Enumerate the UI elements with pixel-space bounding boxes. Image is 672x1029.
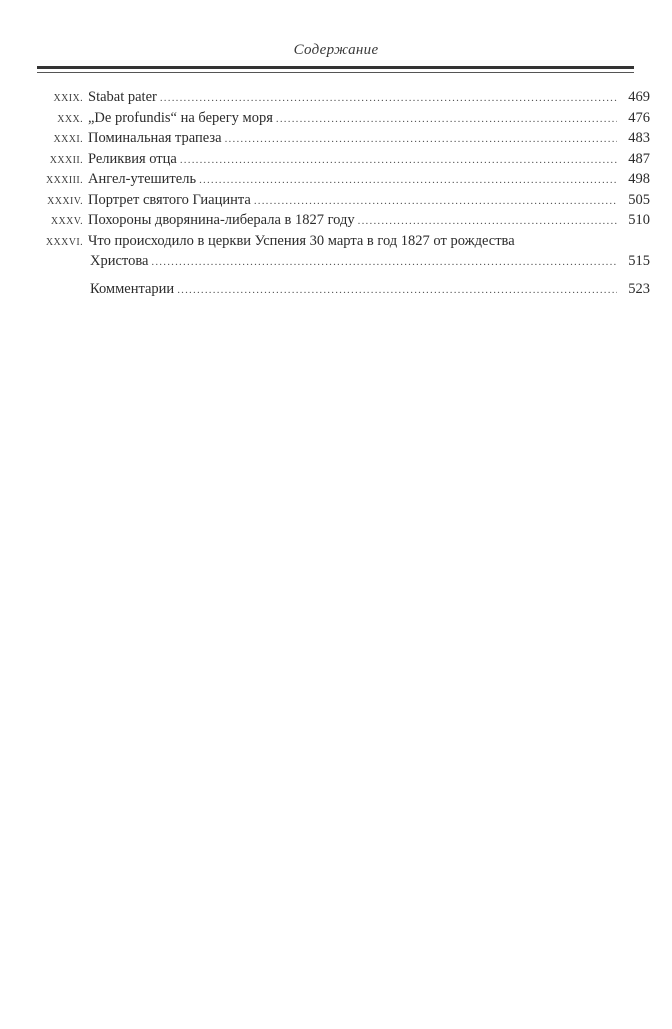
page-number: 476 xyxy=(628,109,650,126)
chapter-title: Реликвия отца xyxy=(88,150,177,167)
chapter-number: XXXVI. xyxy=(45,236,83,248)
chapter-title: Что происходило в церкви Успения 30 марта в год 1827 от рождества xyxy=(88,232,515,249)
dot-leader xyxy=(358,212,617,232)
chapter-number: XXXIV. xyxy=(47,195,83,207)
toc-entry xyxy=(30,170,650,191)
spacer xyxy=(30,273,650,280)
page-number: 523 xyxy=(628,280,650,297)
dot-leader xyxy=(151,253,617,273)
page-number: 510 xyxy=(628,212,650,228)
chapter-number: XXXII. xyxy=(49,154,83,166)
header-rule-thick xyxy=(37,66,634,69)
toc-entry xyxy=(30,129,650,150)
comments-title: Комментарии xyxy=(90,280,175,297)
chapter-number: XXXIII. xyxy=(46,175,83,186)
table-of-contents xyxy=(30,88,650,300)
dot-leader xyxy=(276,110,617,130)
chapter-title-continuation: Христова xyxy=(90,253,149,269)
dot-leader xyxy=(180,151,617,171)
toc-entry-comments xyxy=(30,280,650,301)
page-number: 498 xyxy=(628,171,650,187)
chapter-title: Портрет святого Гиацинта xyxy=(88,191,251,208)
toc-entry-long-line2 xyxy=(30,252,650,273)
toc-entry xyxy=(30,211,650,232)
page-number: 483 xyxy=(628,130,650,146)
dot-leader xyxy=(199,171,617,191)
toc-entry xyxy=(30,88,650,109)
dot-leader xyxy=(225,130,617,150)
chapter-title: Stabat pater xyxy=(88,89,157,105)
running-head: Содержание xyxy=(293,42,379,58)
page-number: 505 xyxy=(628,191,650,208)
header-rule-thin xyxy=(37,72,634,73)
dot-leader xyxy=(177,281,617,301)
chapter-number: XXXI. xyxy=(53,134,83,145)
dot-leader xyxy=(160,89,617,109)
dot-leader xyxy=(254,192,617,212)
chapter-title: Поминальная трапеза xyxy=(88,130,222,146)
page-number: 469 xyxy=(628,89,650,105)
toc-entry-long-line1 xyxy=(30,232,650,253)
chapter-title: Похороны дворянина-либерала в 1827 году xyxy=(88,212,355,228)
chapter-number: XXX. xyxy=(57,113,83,125)
toc-entry xyxy=(30,191,650,212)
chapter-number: XXXV. xyxy=(50,216,83,227)
page-number: 515 xyxy=(628,253,650,269)
toc-entry xyxy=(30,150,650,171)
page-number: 487 xyxy=(628,150,650,167)
chapter-title: Ангел-утешитель xyxy=(88,171,197,187)
chapter-number: XXIX. xyxy=(53,93,83,104)
toc-entry xyxy=(30,109,650,130)
chapter-title: „De profundis“ на берегу моря xyxy=(88,109,273,126)
